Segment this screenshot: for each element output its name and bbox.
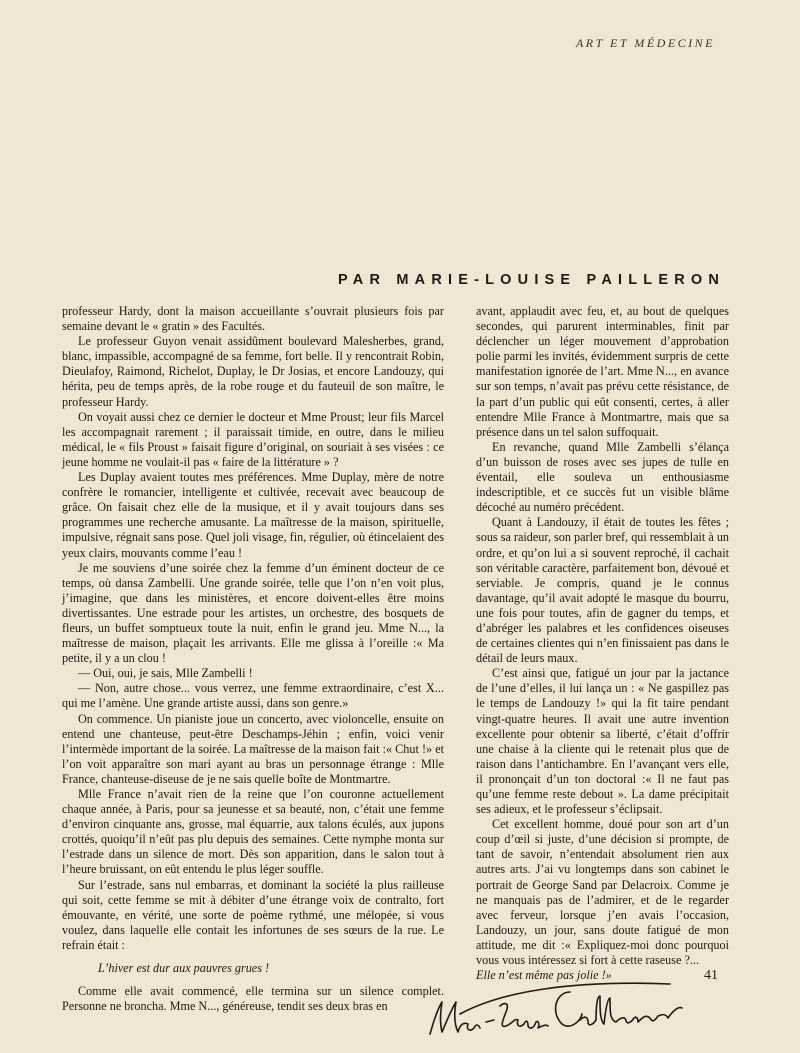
paragraph: Comme elle avait commencé, elle termina sur un silence complet. Personne ne broncha. Mme N..., généreuse, tendit ses deux bras en xyxy=(62,984,444,1014)
paragraph: C’est ainsi que, fatigué un jour par la jactance de l’une d’elles, il lui lança un : « Ne gaspillez pas le temps de Landouzy !» qui la fit taire pendant vingt-quatre heures. Il avait une autre invention excellente pour obtenir sa liberté, c’était d’offrir une chaise à la cliente qui le retenait plus que de raison dans l’antichambre. En l’avançant vers elle, il prononçait d’un ton doctoral :« Il ne faut pas qu’une femme reste debout ». La dame précipitait ses adieux, et le professeur s’éclipsait. xyxy=(476,666,729,817)
paragraph: Le professeur Guyon venait assidûment boulevard Malesherbes, grand, blanc, impassible, accompagné de sa femme, fort belle. Il y rencontrait Robin, Dieulafoy, Raimond, Richelot, Duplay, le Dr Josias, et encore Landouzy, qui hérita, peu de temps après, de la robe rouge et du fauteuil de son maître, le professeur Hardy. xyxy=(62,334,444,409)
page-number: 41 xyxy=(704,968,718,983)
paragraph: En revanche, quand Mlle Zambelli s’élança d’un buisson de roses avec ses jupes de tulle en éventail, elle souleva un enthousiasme indescriptible, et ce succès fut un visible blâme décoché au numéro précédent. xyxy=(476,439,729,515)
paragraph: Sur l’estrade, sans nul embarras, et dominant la société la plus railleuse qui soit, cette femme se mit à débiter d’une étrange voix de contralto, fort émouvante, en vérité, une sorte de poème rythmé, une mélopée, si vous voulez, dans laquelle elle contait les infortunes de ses sœurs de la rue. Le refrain était : xyxy=(62,877,444,952)
paragraph: avant, applaudit avec feu, et, au bout de quelques secondes, qui parurent interminables, finit par déclencher un léger mouvement d’approbation polie parmi les invités, évidemment surpris de cette manifestation ignorée de l’art. Mme N..., en avance sur son temps, n’avait pas prévu cette résistance, de la part d’un public qui eût consenti, certes, à aller entendre Mlle France à Montmartre, mais que sa présence dans un tel salon suffoquait. xyxy=(476,304,729,439)
author-byline: PAR MARIE-LOUISE PAILLERON xyxy=(338,272,726,288)
paragraph: Je me souviens d’une soirée chez la femme d’un éminent docteur de ce temps, où dansa Zambelli. Une grande soirée, telle que l’on n’en voit plus, j’imagine, que dans les ministères, et encore doivent-elles être moins divertissantes. Une estrade pour les artistes, un orchestre, des bosquets de fleurs, un buffet somptueux toute la nuit, enfin le grand jeu. Mme N..., la maîtresse de maison, plaçait les arrivants. Elle me glissa à l’oreille :« Ma petite, il y a un clou ! xyxy=(62,560,444,666)
paragraph: On voyait aussi chez ce dernier le docteur et Mme Proust; leur fils Marcel les accompagnait rarement ; il paraissait timide, en outre, dans le milieu médical, le « fils Proust » faisait figure d’original, on souriait à ses visées : ce jeune homme ne voulait-il pas « faire de la littérature » ? xyxy=(62,409,444,469)
signature xyxy=(420,962,690,1042)
paragraph: — Non, autre chose... vous verrez, une femme extraordinaire, c’est X... qui me l’amène. Une grande artiste aussi, dans son genre.» xyxy=(62,681,444,711)
paragraph-tail: Elle n’est même pas jolie !» xyxy=(476,968,612,983)
refrain-line: L’hiver est dur aux pauvres grues ! xyxy=(98,961,270,976)
paragraph: — Oui, oui, je sais, Mlle Zambelli ! xyxy=(78,666,253,681)
left-column xyxy=(62,304,444,1014)
paragraph: Mlle France n’avait rien de la reine que l’on couronne actuellement chaque année, à Paris, pour sa jeunesse et sa beauté, non, c’était une femme d’environ cinquante ans, grosse, mal équarrie, aux talons éculés, aux jupons crottés, quoiqu’il n’eût pas plu depuis des semaines. Cette nymphe monta sur l’estrade dans un silence de mort. Dès son apparition, dans le salon tout à l’heure bruissant, on eût entendu le plus léger souffle. xyxy=(62,787,444,877)
paragraph: Les Duplay avaient toutes mes préférences. Mme Duplay, mère de notre confrère le romancier, intelligente et cultivée, recevait avec beaucoup de grâce. On faisait chez elle de la musique, et il y avait toujours dans ses programmes une recherche amusante. La maîtresse de la maison, spirituelle, impulsive, régnait sans pose. Quel joli visage, fin, régulier, où étincelaient des yeux clairs, mouvants comme l’eau ! xyxy=(62,470,444,560)
paragraph: Quant à Landouzy, il était de toutes les fêtes ; sous sa raideur, son parler bref, qui ressemblait à un ordre, et qu’on lui a si souvent reproché, il cachait son véritable caractère, parfaitement bon, dévoué et serviable. Je compris, quand je le connus davantage, qu’il avait adopté le masque du bourru, une fois pour toutes, afin de gagner du temps, et d’abréger les palabres et les confidences oiseuses de certaines clientes qui n’en finissaient pas dans le détail de leurs maux. xyxy=(476,515,730,666)
paragraph: On commence. Un pianiste joue un concerto, avec violoncelle, ensuite on entend une chanteuse, peut-être Deschamps-Jéhin ; enfin, voici venir l’intermède important de la soirée. La maîtresse de la maison fait :« Chut !» et l’on voit apparaître son mari ayant au bras un personnage étrange : Mlle France, chanteuse-diseuse de je ne sais quelle boîte de Montmartre. xyxy=(62,711,444,786)
right-column xyxy=(476,304,729,983)
running-header: ART ET MÉDECINE xyxy=(575,36,715,50)
paragraph: professeur Hardy, dont la maison accueillante s’ouvrait plusieurs fois par semaine devant le « gratin » des Facultés. xyxy=(62,304,444,334)
paragraph: Cet excellent homme, doué pour son art d’un coup d’œil si juste, d’une décision si prompte, de tant de savoir, n’entendait absolument rien aux autres arts. J’ai vu longtemps dans son cabinet le portrait de George Sand par Delacroix. Comme je ne manquais pas de l’admirer, et de le regarder avec ferveur, lorsque j’en avais l’occasion, Landouzy, un jour, sans doute fatigué de mon attitude, me dit :« Expliquez-moi donc pourquoi vous vous intéressez si fort à cette raseuse ?... xyxy=(476,817,729,968)
